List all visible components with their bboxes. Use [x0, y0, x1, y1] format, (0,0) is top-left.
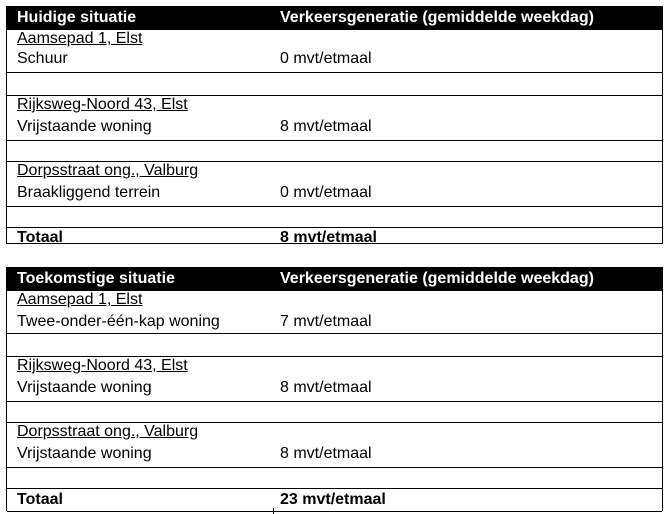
total-row — [7, 489, 662, 512]
row-spacer — [7, 73, 662, 96]
table-row — [7, 162, 662, 207]
row-address: Dorpsstraat ong., Valburg — [17, 162, 199, 179]
row-description: Braakliggend terrein — [17, 184, 161, 201]
row-spacer — [7, 402, 662, 423]
current-situation-table — [6, 6, 663, 244]
table-row — [7, 30, 662, 73]
table-header — [7, 7, 662, 30]
row-description: Twee-onder-één-kap woning — [17, 313, 220, 330]
header-col1: Toekomstige situatie — [17, 270, 175, 287]
total-label: Totaal — [17, 229, 63, 246]
row-value: 8 mvt/etmaal — [280, 118, 372, 135]
row-value: 8 mvt/etmaal — [280, 445, 372, 462]
total-value: 23 mvt/etmaal — [280, 491, 386, 508]
table-row — [7, 423, 662, 468]
future-situation-table — [6, 267, 663, 511]
table-row — [7, 357, 662, 402]
row-spacer — [7, 334, 662, 357]
table-header — [7, 268, 662, 291]
row-value: 0 mvt/etmaal — [280, 50, 372, 67]
header-col2: Verkeersgeneratie (gemiddelde weekdag) — [280, 270, 594, 287]
row-spacer — [7, 141, 662, 162]
row-value: 8 mvt/etmaal — [280, 379, 372, 396]
row-address: Aamsepad 1, Elst — [17, 30, 143, 47]
row-address: Rijksweg-Noord 43, Elst — [17, 357, 188, 374]
total-label: Totaal — [17, 491, 63, 508]
row-description: Vrijstaande woning — [17, 118, 152, 135]
row-description: Vrijstaande woning — [17, 445, 152, 462]
row-spacer — [7, 207, 662, 228]
total-row — [7, 228, 662, 248]
row-description: Vrijstaande woning — [17, 379, 152, 396]
row-value: 7 mvt/etmaal — [280, 313, 372, 330]
total-value: 8 mvt/etmaal — [280, 229, 377, 246]
column-divider-stub — [273, 508, 274, 514]
row-value: 0 mvt/etmaal — [280, 184, 372, 201]
row-address: Aamsepad 1, Elst — [17, 291, 143, 308]
table-row — [7, 96, 662, 141]
row-description: Schuur — [17, 50, 68, 67]
header-col2: Verkeersgeneratie (gemiddelde weekdag) — [280, 9, 594, 26]
table-row — [7, 291, 662, 334]
row-address: Rijksweg-Noord 43, Elst — [17, 96, 188, 113]
row-spacer — [7, 468, 662, 489]
row-address: Dorpsstraat ong., Valburg — [17, 423, 199, 440]
header-col1: Huidige situatie — [17, 9, 137, 26]
